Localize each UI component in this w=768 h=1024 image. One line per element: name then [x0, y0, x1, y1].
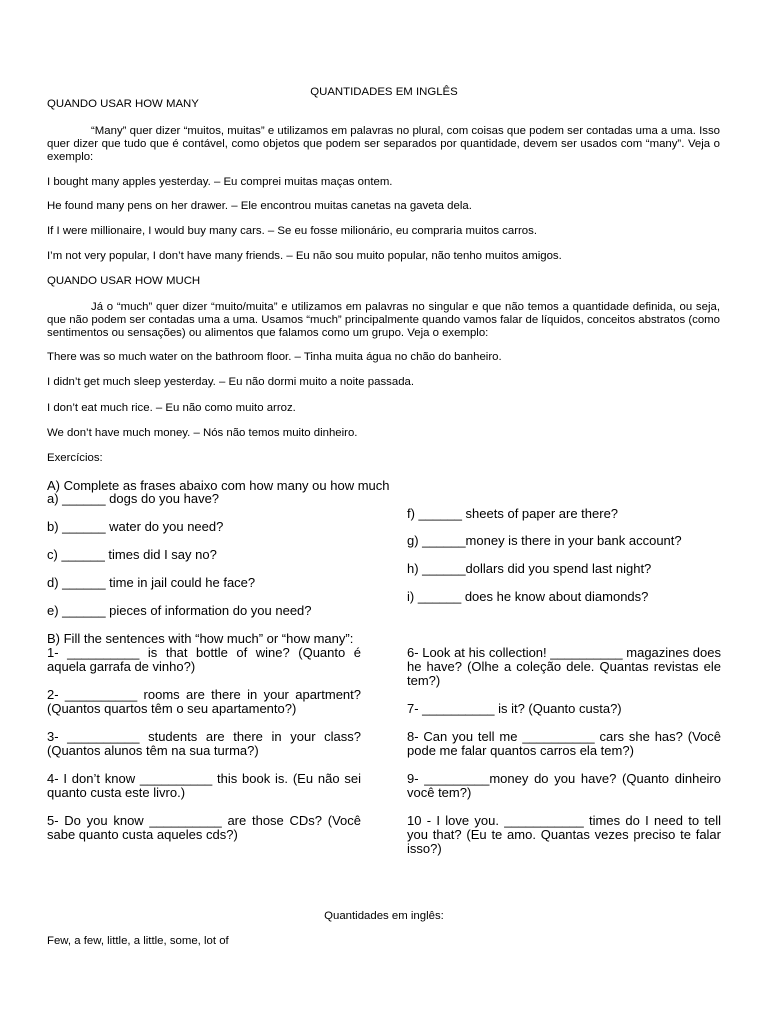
exercise-a-item: a) ______ dogs do you have?: [47, 491, 220, 506]
exercise-b-item: 9- _________money do you have? (Quanto dinheiro você tem?): [407, 771, 721, 800]
how-much-example-1: There was so much water on the bathroom floor. – Tinha muita água no chão do banheiro.: [47, 351, 502, 363]
how-much-example-4: We don’t have much money. – Nós não temos muito dinheiro.: [47, 427, 358, 439]
exercise-a-item: b) ______ water do you need?: [47, 519, 224, 534]
exercise-b-item: 10 - I love you. ___________ times do I need to tell you that? (Eu te amo. Quantas vezes preciso te falar isso?): [407, 813, 721, 856]
how-many-example-2: He found many pens on her drawer. – Ele encontrou muitas canetas na gaveta dela.: [47, 200, 472, 212]
exercise-a-item: f) ______ sheets of paper are there?: [407, 506, 619, 521]
section-line: Few, a few, little, a little, some, lot of: [47, 935, 229, 947]
how-many-paragraph: “Many” quer dizer “muitos, muitas” e utilizamos em palavras no plural, com coisas que podem ser contadas uma a uma. Isso quer dizer que tudo que é contável, como objetos que podem ser separados por quantidade, devem ser usados com “many”. Veja o exemplo:: [47, 125, 720, 163]
how-many-heading: QUANDO USAR HOW MANY: [47, 98, 199, 110]
exercise-a-item: i) ______ does he know about diamonds?: [407, 589, 649, 604]
how-many-example-4: I’m not very popular, I don’t have many friends. – Eu não sou muito popular, não tenho muitos amigos.: [47, 250, 562, 262]
exercise-b-item: 3- __________ students are there in your class? (Quantos alunos têm na sua turma?): [47, 729, 361, 758]
exercise-a-heading: A) Complete as frases abaixo com how many ou how much: [47, 478, 390, 493]
exercise-b-item: 8- Can you tell me __________ cars she has? (Você pode me falar quantos carros ela tem?): [407, 729, 721, 758]
exercise-a-item: h) ______dollars did you spend last night?: [407, 561, 652, 576]
exercise-b-item: 1- __________ is that bottle of wine? (Quanto é aquela garrafa de vinho?): [47, 645, 361, 674]
how-much-heading: QUANDO USAR HOW MUCH: [47, 275, 201, 287]
exercise-b-heading: B) Fill the sentences with “how much” or “how many”:: [47, 631, 354, 646]
page-title: QUANTIDADES EM INGLÊS: [310, 86, 458, 98]
how-many-example-3: If I were millionaire, I would buy many cars. – Se eu fosse milionário, eu compraria muitos carros.: [47, 225, 537, 237]
exercise-b-item: 5- Do you know __________ are those CDs? (Você sabe quanto custa aqueles cds?): [47, 813, 361, 842]
exercise-a-item: e) ______ pieces of information do you need?: [47, 603, 312, 618]
exercise-b-item: 2- __________ rooms are there in your apartment? (Quantos quartos têm o seu apartamento?): [47, 687, 361, 716]
section-title: Quantidades em inglês:: [324, 910, 444, 922]
how-many-example-1: I bought many apples yesterday. – Eu comprei muitas maças ontem.: [47, 176, 393, 188]
exercises-label: Exercícios:: [47, 452, 103, 464]
exercise-b-item: 6- Look at his collection! __________ magazines does he have? (Olhe a coleção dele. Quantas revistas ele tem?): [407, 645, 721, 688]
exercise-a-item: d) ______ time in jail could he face?: [47, 575, 256, 590]
exercise-b-item: 4- I don’t know __________ this book is. (Eu não sei quanto custa este livro.): [47, 771, 361, 800]
exercise-b-item: 7- __________ is it? (Quanto custa?): [407, 701, 622, 716]
exercise-a-item: c) ______ times did I say no?: [47, 547, 217, 562]
exercise-a-item: g) ______money is there in your bank account?: [407, 533, 682, 548]
how-much-example-2: I didn’t get much sleep yesterday. – Eu não dormi muito a noite passada.: [47, 376, 415, 388]
how-much-example-3: I don’t eat much rice. – Eu não como muito arroz.: [47, 402, 296, 414]
how-much-paragraph: Já o “much” quer dizer “muito/muita” e utilizamos em palavras no singular e que não temos a quantidade definida, ou seja, que não podem ser contadas uma a uma. Usamos “much” principalmente quando vamos falar de líquidos, conceitos abstratos (como sentimentos ou sensações) ou alimentos que falamos como um grupo. Veja o exemplo:: [47, 301, 720, 339]
